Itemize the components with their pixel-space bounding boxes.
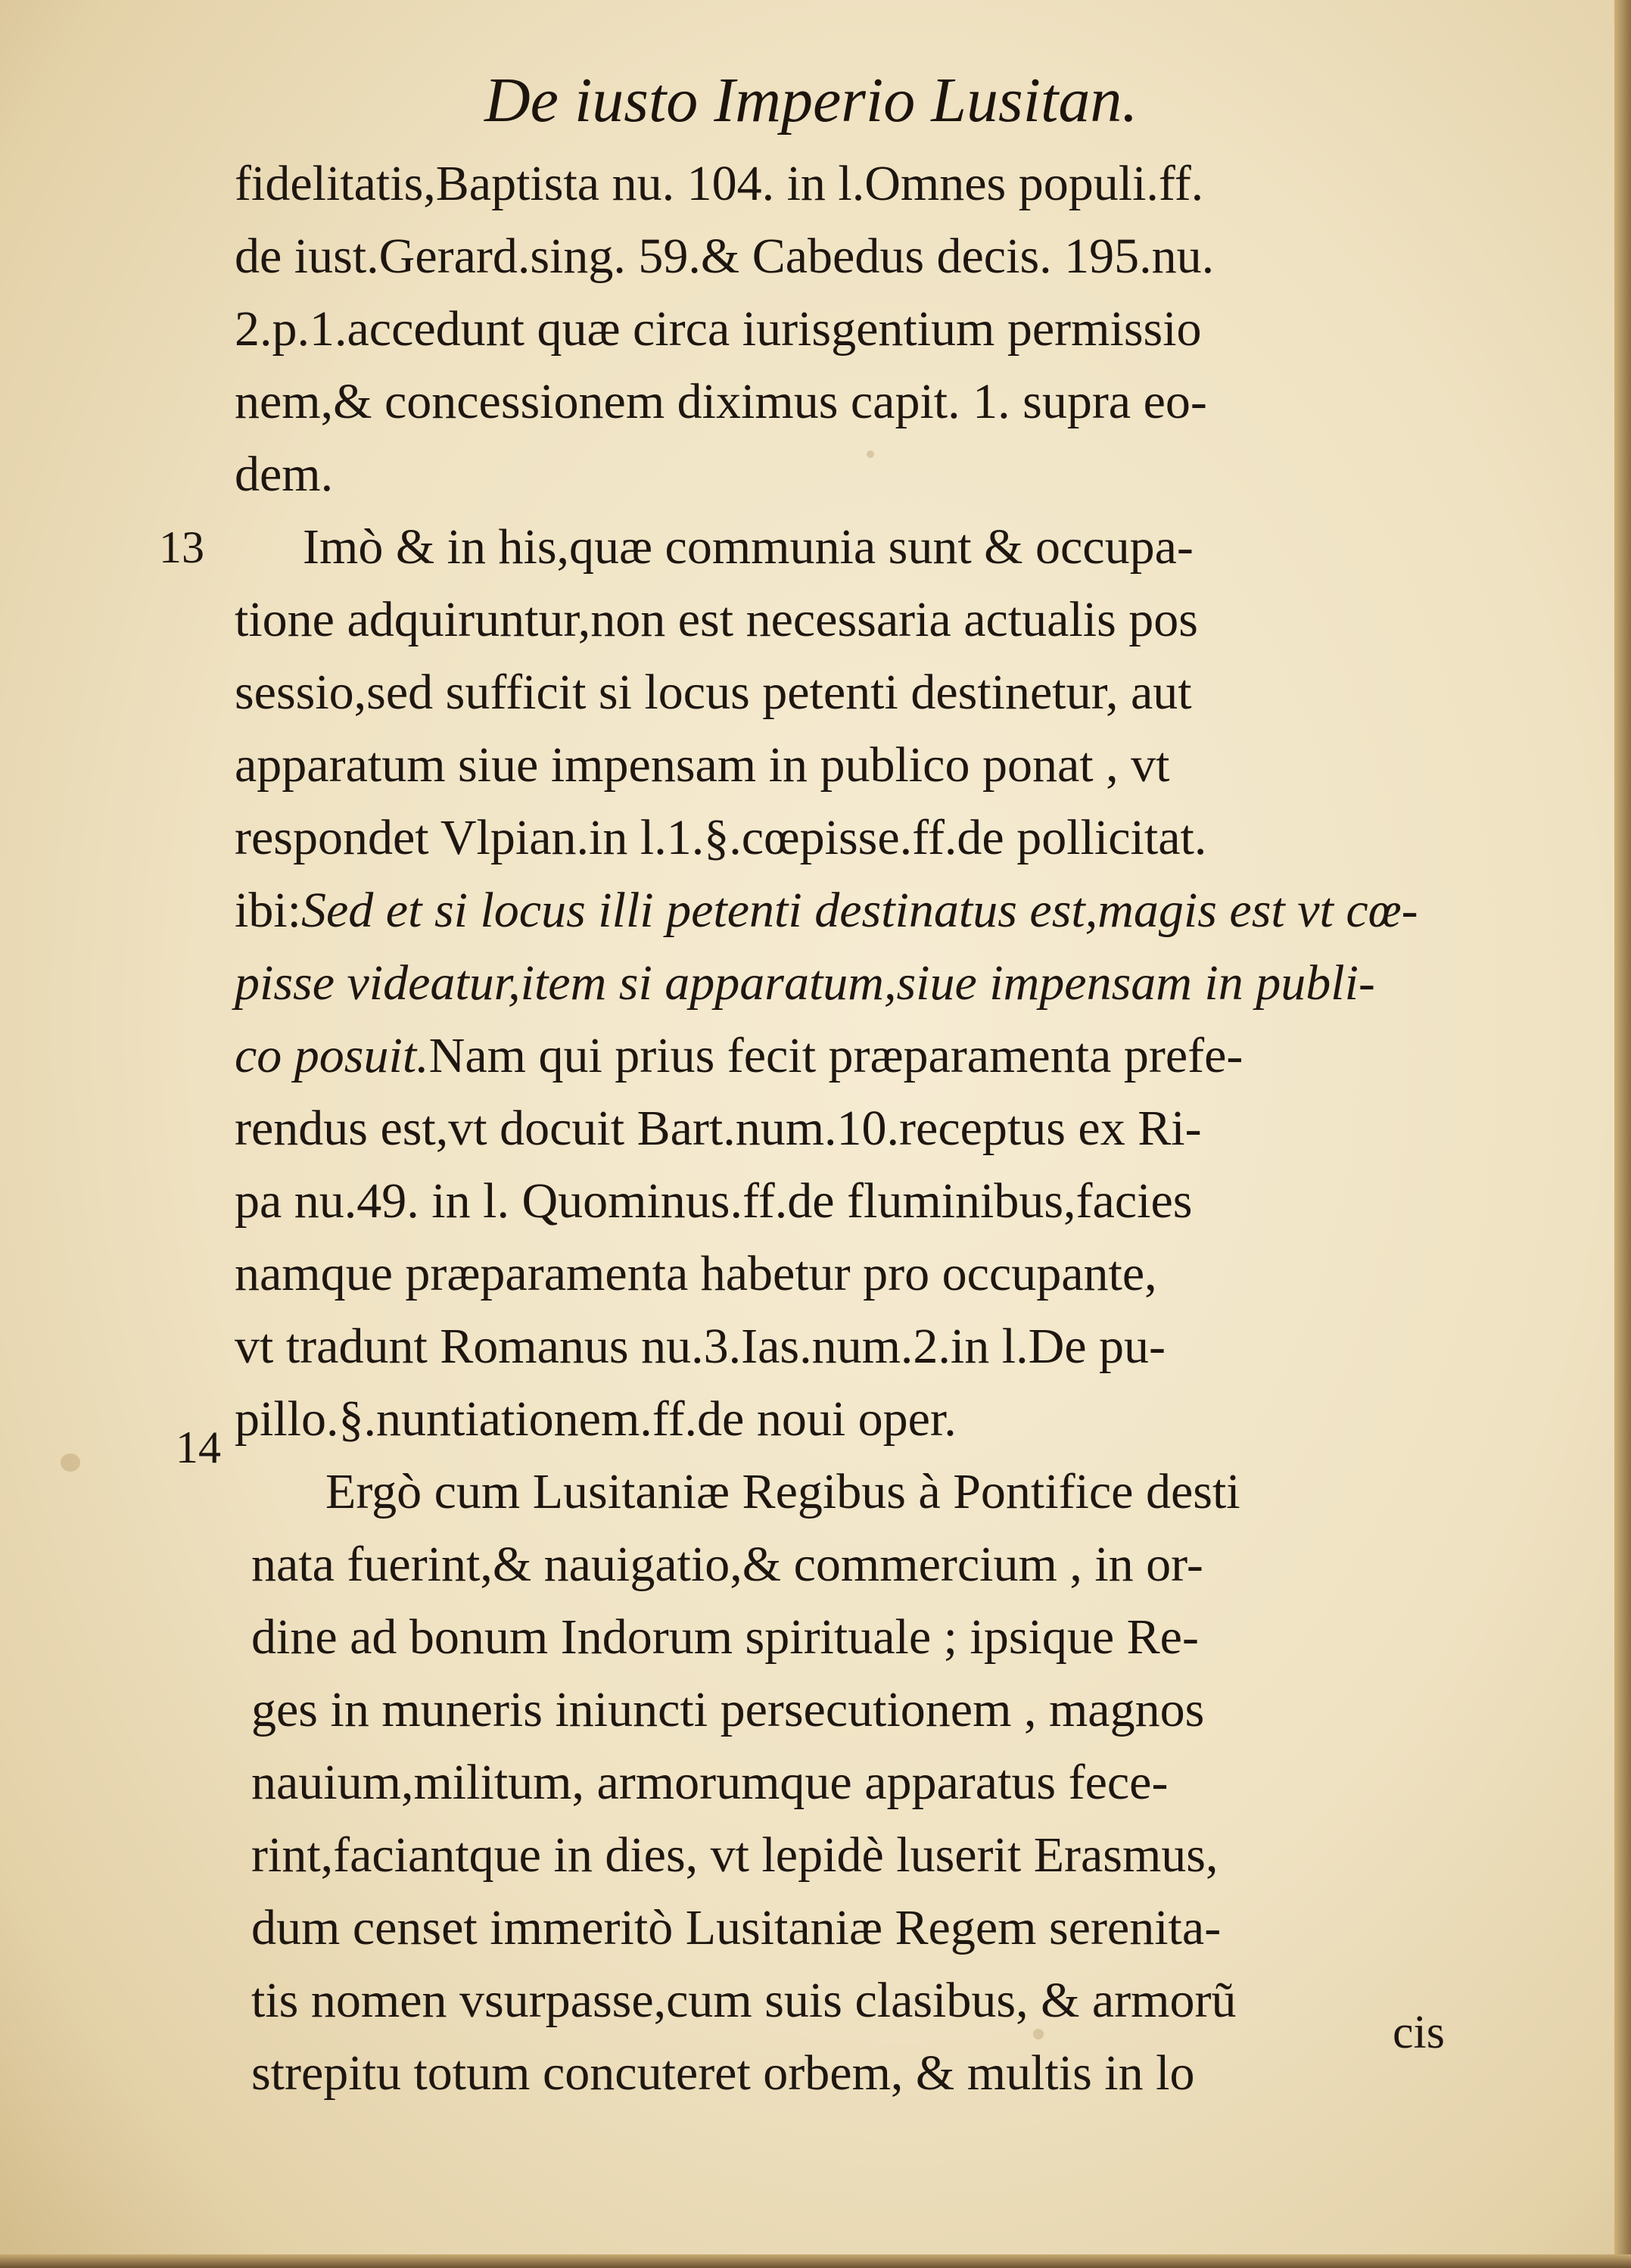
text-line: apparatum siue impensam in publico ponat , vt bbox=[235, 737, 1170, 793]
text-line: tione adquiruntur,non est necessaria actualis pos bbox=[235, 592, 1198, 647]
catchword: cis bbox=[1393, 2007, 1445, 2058]
italic-quote: co posuit. bbox=[235, 1028, 429, 1083]
text-line: dine ad bonum Indorum spirituale ; ipsique Re- bbox=[251, 1609, 1199, 1665]
foxing-spot bbox=[867, 450, 874, 458]
italic-quote: pisse videatur,item si apparatum,siue impensam in publi- bbox=[235, 955, 1375, 1011]
text-line: nem,& concessionem diximus capit. 1. supra eo- bbox=[235, 374, 1207, 429]
margin-number-13: 13 bbox=[159, 522, 204, 572]
text-line: dem. bbox=[235, 447, 334, 502]
text-line: nauium,militum, armorumque apparatus fece- bbox=[251, 1755, 1169, 1810]
text-line: tis nomen vsurpasse,cum suis clasibus, & armorũ bbox=[251, 1973, 1237, 2028]
text-line: sessio,sed sufficit si locus petenti destinetur, aut bbox=[235, 665, 1192, 720]
text-line bbox=[235, 874, 1418, 947]
text-line bbox=[235, 1020, 1243, 1092]
text-line: pa nu.49. in l. Quominus.ff.de fluminibus,facies bbox=[235, 1173, 1193, 1229]
text-line: pillo.§.nuntiationem.ff.de noui oper. bbox=[235, 1391, 957, 1447]
text-line: nata fuerint,& nauigatio,& commercium , in or- bbox=[251, 1537, 1203, 1592]
text-line: namque præparamenta habetur pro occupante, bbox=[235, 1246, 1157, 1301]
italic-quote: Sed et si locus illi petenti destinatus est,magis est vt cœ- bbox=[301, 883, 1418, 938]
text-line: respondet Vlpian.in l.1.§.cœpisse.ff.de pollicitat. bbox=[235, 810, 1207, 865]
text-line: rint,faciantque in dies, vt lepidè luserit Erasmus, bbox=[251, 1827, 1219, 1883]
text-line: Imò & in his,quæ communia sunt & occupa- bbox=[303, 519, 1194, 575]
foxing-spot bbox=[61, 1453, 80, 1472]
text-line: vt tradunt Romanus nu.3.Ias.num.2.in l.De pu- bbox=[235, 1319, 1166, 1374]
text-line: 2.p.1.accedunt quæ circa iurisgentium permissio bbox=[235, 301, 1202, 357]
text-line: rendus est,vt docuit Bart.num.10.receptus ex Ri- bbox=[235, 1101, 1202, 1156]
text-line: ges in muneris iniuncti persecutionem , magnos bbox=[251, 1682, 1205, 1737]
text-line: strepitu totum concuteret orbem, & multis in lo bbox=[251, 2045, 1195, 2101]
text-line: dum censet immeritò Lusitaniæ Regem serenita- bbox=[251, 1900, 1222, 1955]
page-edge-right bbox=[1614, 0, 1631, 2268]
text-line: de iust.Gerard.sing. 59.& Cabedus decis. 195.nu. bbox=[235, 229, 1215, 284]
line-suffix: Nam qui prius fecit præparamenta prefe- bbox=[428, 1028, 1243, 1083]
margin-number-14: 14 bbox=[176, 1422, 221, 1472]
line-prefix: ibi: bbox=[235, 883, 302, 938]
text-line: fidelitatis,Baptista nu. 104. in l.Omnes populi.ff. bbox=[235, 156, 1204, 211]
text-line: Ergò cum Lusitaniæ Regibus à Pontifice desti bbox=[325, 1464, 1240, 1519]
page-edge-bottom bbox=[0, 2254, 1631, 2268]
running-head: De iusto Imperio Lusitan. bbox=[484, 65, 1138, 136]
